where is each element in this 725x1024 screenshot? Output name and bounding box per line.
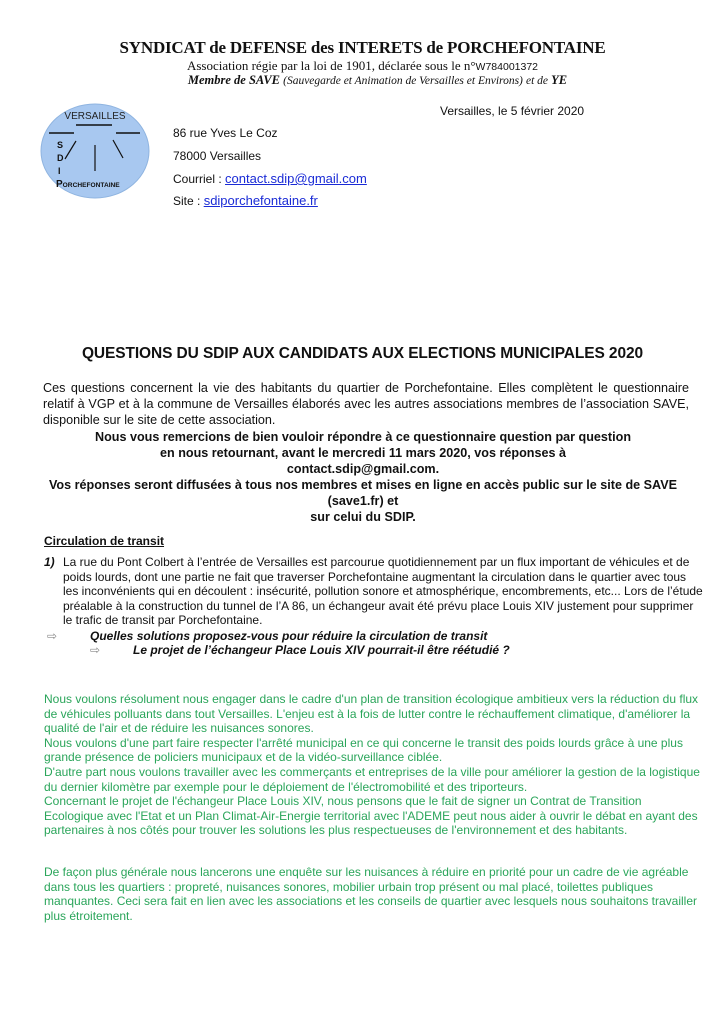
candidate-answer-general (44, 865, 704, 923)
question-text: La rue du Pont Colbert à l’entrée de Versailles est parcourue quotidiennement par un flux important de véhicules et de poids lourds, dont une partie ne fait que traverser Porchefontaine augmentant la circulation dans le quartier avec tous les inconvénients qui en découlent : insécurité, pollution sonore et atmosphérique, encombrements, etc... Lors de l’étude préalable à la construction du tunnel de l’A 86, un échangeur avait été prévu place Louis XIV justement pour supprimer le trafic de transit par Porchefontaine. (63, 555, 703, 627)
site-label: Site : (173, 194, 204, 208)
sdip-logo (40, 103, 150, 199)
logo-letter-d: D (57, 153, 64, 163)
question-ask-2 (90, 643, 510, 657)
answer-paragraph: D'autre part nous voulons travailler avec les commerçants et entreprises de la ville pour améliorer la gestion de la logistique du dernier kilomètre par exemple pour le déploiement de l'électromobilité et des triporteurs. (44, 764, 700, 794)
answer-paragraph: Nous voulons d'une part faire respecter l'arrêté municipal en ce qui concerne le transit des poids lourds grâce à une plus grande présence de policiers municipaux et de la vidéo-surveillance ciblée. (44, 735, 683, 765)
logo-letter-s: S (57, 140, 64, 150)
request-block (40, 429, 686, 525)
address-street: 86 rue Yves Le Coz (173, 126, 278, 140)
question-1 (44, 555, 704, 628)
arrow-right-icon: ⇨ (47, 629, 58, 643)
logo-bottom-rest: ORCHEFONTAINE (62, 182, 120, 189)
ask-2-text: Le projet de l’échangeur Place Louis XIV pourrait-il être réétudié ? (133, 643, 510, 657)
document-title: QUESTIONS DU SDIP AUX CANDIDATS AUX ELECTIONS MUNICIPALES 2020 (81, 345, 644, 362)
answer-paragraph: Nous voulons résolument nous engager dans le cadre d'un plan de transition écologique ambitieux vers la réduction du flux de véhicules polluants dans tout Versailles. L'enjeu est à la fois de lutter contre le réchauffement climatique, d'améliorer la qualité de l'air et de réduire les nuisances sonores. (44, 692, 699, 736)
logo-bottom-initial: P (56, 179, 63, 190)
question-number: 1) (44, 555, 55, 569)
answer-paragraph: De façon plus générale nous lancerons une enquête sur les nuisances à réduire en priorité pour un cadre de vie agréable dans tous les quartiers : propreté, nuisances sonores, mobilier urbain trop présent ou mal placé, toilettes publiques manquantes. Ceci sera fait en lien avec les associations et les conseils de quartier avec lesquels nous souhaitons travailler plus étroitement. (44, 865, 698, 923)
request-line-5: sur celui du SDIP. (310, 510, 416, 524)
member-save-expansion: (Sauvegarde et Animation de Versailles et Environs) (283, 75, 523, 87)
request-line-4: Vos réponses seront diffusées à tous nos membres et mises en ligne en accès public sur le site de SAVE (save1.fr) et (48, 478, 678, 508)
ask-1-text: Quelles solutions proposez-vous pour réduire la circulation de transit (90, 629, 488, 643)
letterhead-title: SYNDICAT de DEFENSE des INTERETS de PORCHEFONTAINE (119, 38, 606, 57)
association-registration (0, 58, 725, 74)
contact-site-line (173, 193, 318, 208)
association-number: W784001372 (475, 61, 539, 73)
request-line-3: contact.sdip@gmail.com. (286, 462, 440, 476)
letter-date: Versailles, le 5 février 2020 (440, 104, 585, 118)
request-line-2: en nous retournant, avant le mercredi 11 mars 2020, vos réponses à (160, 446, 566, 460)
email-link[interactable]: contact.sdip@gmail.com (225, 171, 367, 186)
logo-letter-i: I (58, 166, 61, 176)
member-and: et de (526, 75, 549, 87)
candidate-answer (44, 692, 704, 838)
membership-line (0, 73, 725, 88)
association-prefix: Association régie par la loi de 1901, déclarée sous le n° (186, 58, 476, 73)
member-save: Membre de SAVE (187, 73, 280, 87)
arrow-right-icon: ⇨ (90, 643, 101, 657)
email-label: Courriel : (173, 172, 226, 186)
answer-paragraph: Concernant le projet de l'échangeur Place Louis XIV, nous pensons que le fait de signer un Contrat de Transition Ecologique avec l'Etat et un Plan Climat-Air-Energie territorial avec l'ADEME peut nous aider à ouvrir le débat en ayant des partenaires à nos côtés pour trouver les solutions les plus respectueuses de l'environnement et des habitants. (44, 794, 698, 838)
contact-email-line (173, 171, 367, 186)
site-link[interactable]: sdiporchefontaine.fr (203, 193, 318, 208)
section-heading: Circulation de transit (44, 534, 165, 548)
member-ye: YE (551, 73, 568, 87)
request-line-1: Nous vous remercions de bien vouloir répondre à ce questionnaire question par question (94, 430, 632, 444)
question-ask-1 (47, 629, 487, 643)
logo-top-text: VERSAILLES (64, 111, 126, 122)
address-city: 78000 Versailles (173, 149, 262, 163)
intro-paragraph: Ces questions concernent la vie des habitants du quartier de Porchefontaine. Elles complètent le questionnaire relatif à VGP et à la commune de Versailles élaborés avec les autres associations membres de l’association SAVE, disponible sur le site de cette association. (43, 381, 689, 427)
